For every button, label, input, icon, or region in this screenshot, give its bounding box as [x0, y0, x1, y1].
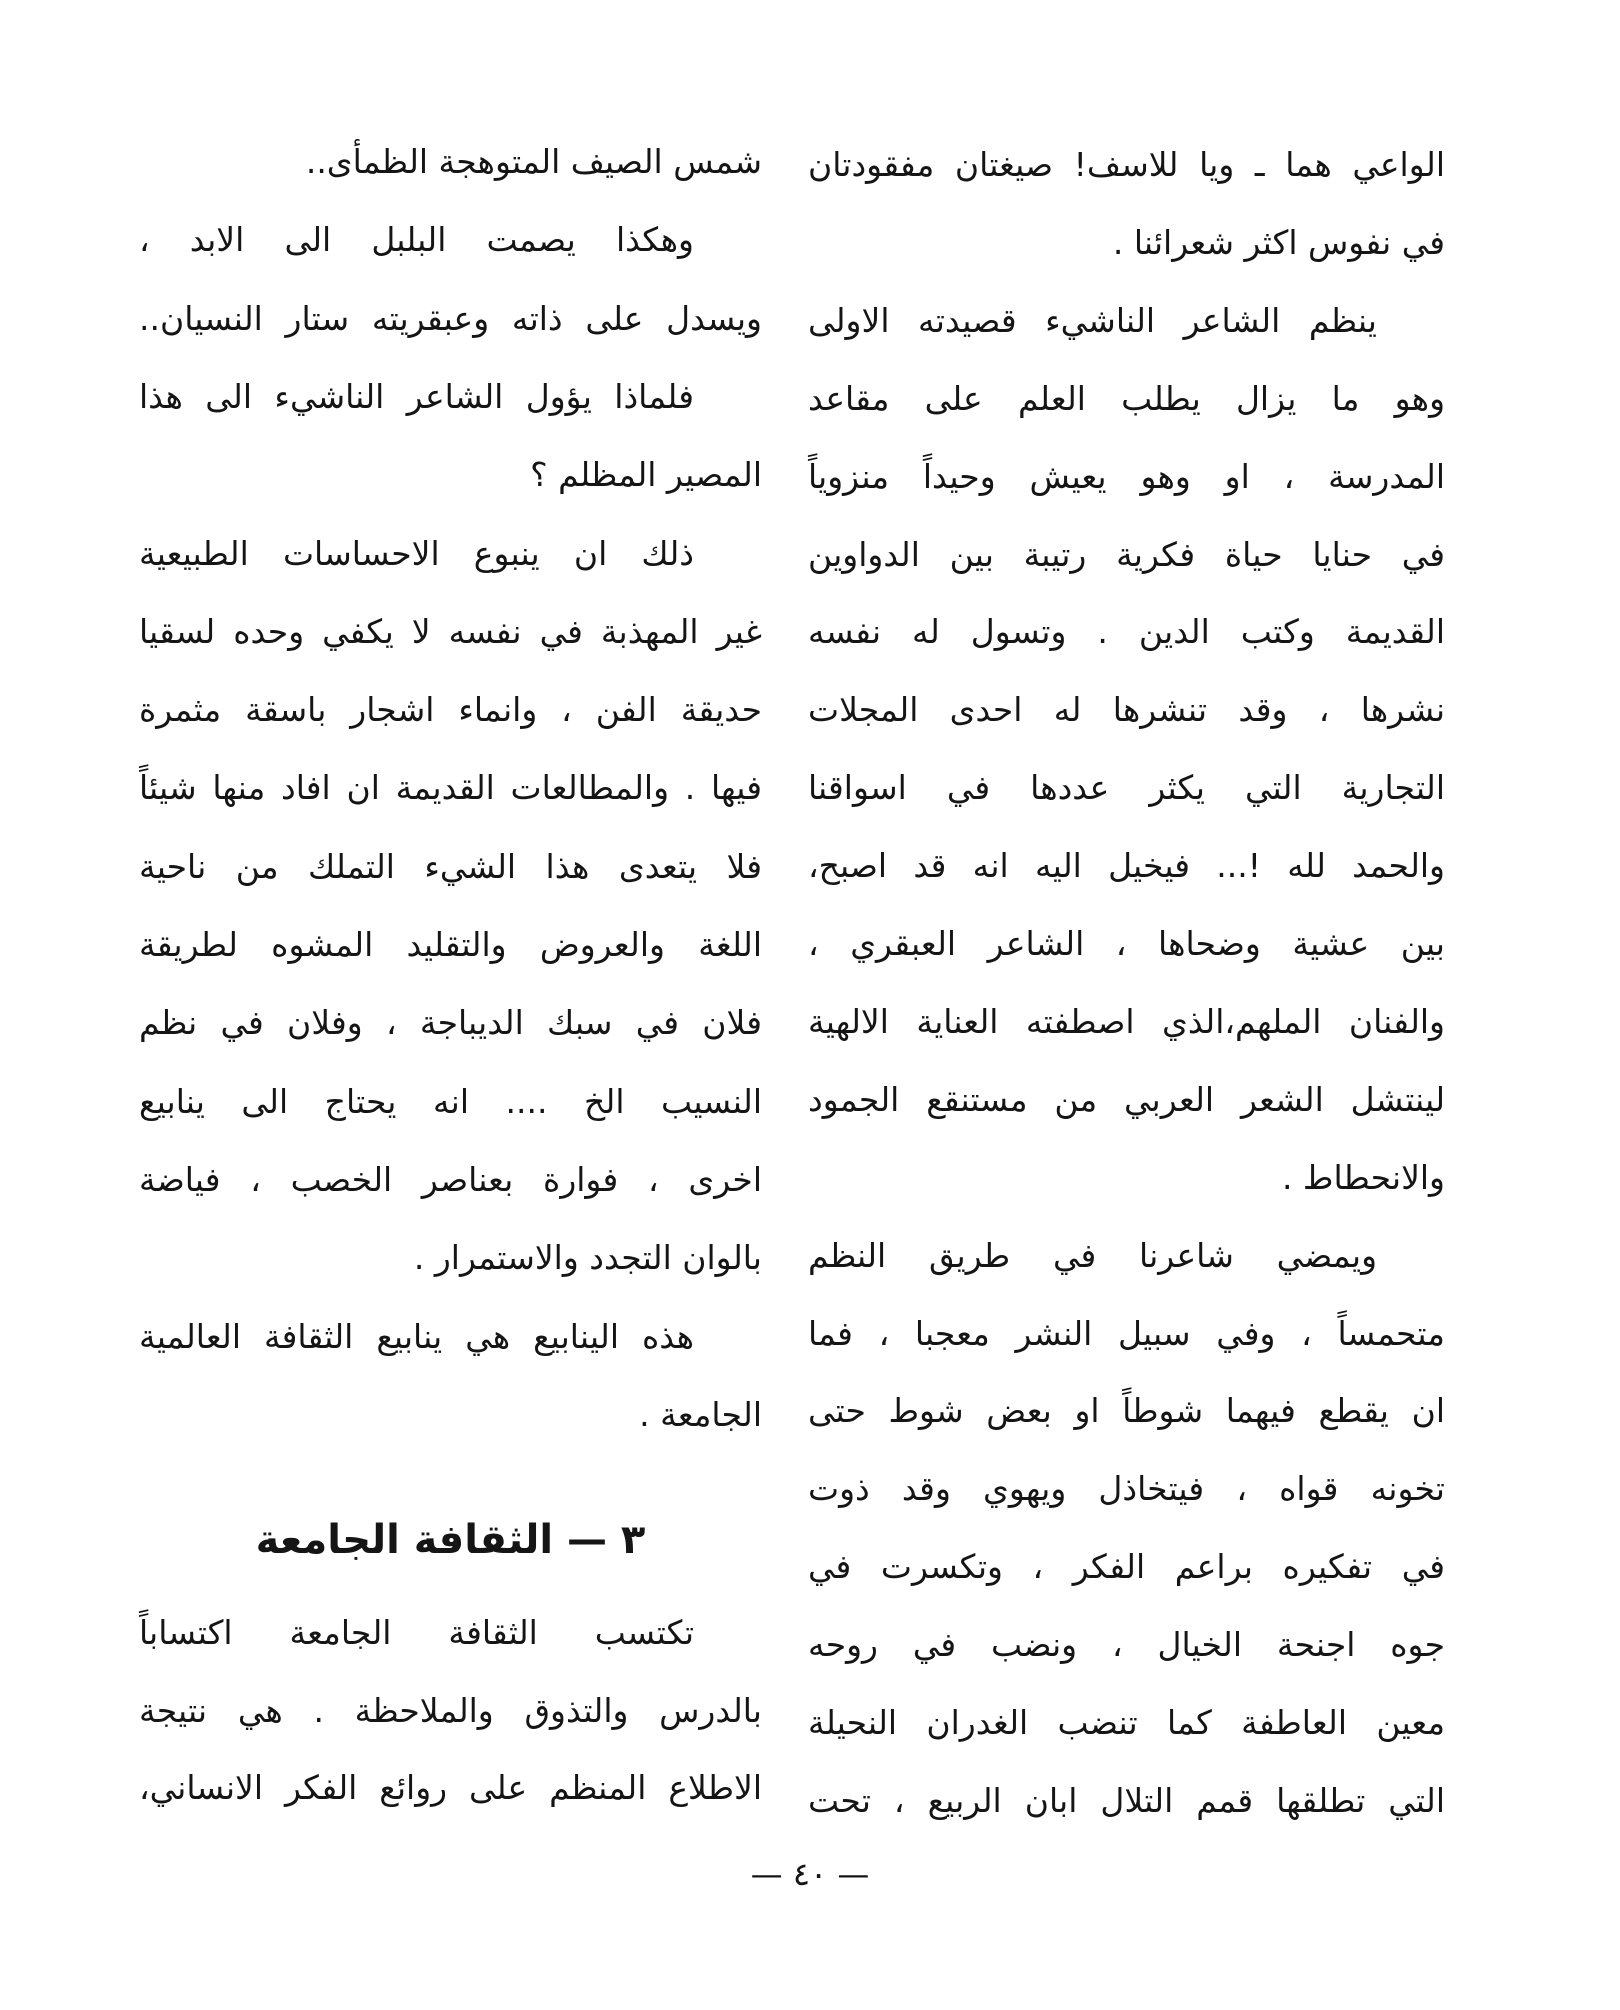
text-line: معين العاطفة كما تنضب الغدران النحيلة — [808, 1703, 1445, 1742]
text-line: والفنان الملهم،الذي اصطفته العناية الالهية — [808, 1001, 1445, 1041]
text-line: تخونه قواه ، فيتخاذل ويهوي وقد ذوت — [808, 1469, 1445, 1509]
text-line: فيها . والمطالعات القديمة ان افاد منها شيئاً — [139, 768, 762, 808]
text-line: نشرها ، وقد تنشرها له احدى المجلات — [808, 690, 1445, 730]
text-line: النسيب الخ .... انه يحتاج الى ينابيع — [139, 1081, 762, 1121]
text-line: هذه الينابيع هي ينابيع الثقافة العالمية — [139, 1316, 694, 1356]
text-line: ذلك ان ينبوع الاحساسات الطبيعية — [139, 533, 694, 573]
text-line: غير المهذبة في نفسه لا يكفي وحده لسقيا — [139, 611, 762, 651]
text-line: جوه اجنحة الخيال ، ونضب في روحه — [808, 1625, 1445, 1665]
page-number: — ٤٠ — — [750, 1855, 870, 1893]
text-line: التجارية التي يكثر عددها في اسواقنا — [808, 768, 1445, 808]
text-line: الجامعة . — [639, 1394, 762, 1434]
text-line: شمس الصيف المتوهجة الظمأى.. — [305, 142, 762, 181]
text-line: وهو ما يزال يطلب العلم على مقاعد — [808, 378, 1445, 418]
text-line: ان يقطع فيهما شوطاً او بعض شوط حتى — [808, 1391, 1445, 1431]
text-line: والحمد لله !... فيخيل اليه انه قد اصبح، — [808, 846, 1445, 886]
text-line: التي تطلقها قمم التلال ابان الربيع ، تحت — [808, 1780, 1445, 1820]
text-line: في حنايا حياة فكرية رتيبة بين الدواوين — [808, 534, 1445, 574]
text-line: فلان في سبك الديباجة ، وفلان في نظم — [139, 1003, 762, 1043]
text-line: القديمة وكتب الدين . وتسول له نفسه — [808, 612, 1445, 652]
text-line: فلا يتعدى هذا الشيء التملك من ناحية — [139, 846, 762, 886]
text-line: ينظم الشاعر الناشيء قصيدته الاولى — [808, 300, 1377, 340]
text-line: فلماذا يؤول الشاعر الناشيء الى هذا — [139, 376, 694, 416]
section-heading: ٣ — الثقافة الجامعة — [255, 1517, 646, 1563]
text-line: بالوان التجدد والاستمرار . — [413, 1238, 762, 1278]
text-line: وهكذا يصمت البلبل الى الابد ، — [139, 220, 694, 260]
text-line: المدرسة ، او وهو يعيش وحيداً منزوياً — [808, 456, 1445, 496]
text-line: حديقة الفن ، وانماء اشجار باسقة مثمرة — [139, 690, 762, 730]
text-line: ويسدل على ذاته وعبقريته ستار النسيان.. — [139, 298, 762, 338]
text-line: اللغة والعروض والتقليد المشوه لطريقة — [139, 925, 762, 964]
text-line: ويمضي شاعرنا في طريق النظم — [808, 1235, 1377, 1275]
text-line: اخرى ، فوارة بعناصر الخصب ، فياضة — [139, 1159, 762, 1199]
text-line: لينتشل الشعر العربي من مستنقع الجمود — [808, 1079, 1445, 1119]
text-line: في نفوس اكثر شعرائنا . — [1112, 222, 1445, 262]
text-line: بين عشية وضحاها ، الشاعر العبقري ، — [808, 924, 1445, 963]
text-line: في تفكيره براعم الفكر ، وتكسرت في — [808, 1547, 1445, 1587]
text-line: الواعي هما ـ ويا للاسف! صيغتان مفقودتان — [808, 145, 1445, 184]
text-line: الاطلاع المنظم على روائع الفكر الانساني، — [139, 1768, 762, 1807]
text-line: والانحطاط . — [1281, 1157, 1445, 1197]
text-line: بالدرس والتذوق والملاحظة . هي نتيجة — [139, 1690, 762, 1730]
text-line: المصير المظلم ؟ — [530, 455, 762, 495]
text-line: تكتسب الثقافة الجامعة اكتساباً — [139, 1613, 694, 1652]
text-line: متحمساً ، وفي سبيل النشر معجبا ، فما — [808, 1313, 1445, 1353]
